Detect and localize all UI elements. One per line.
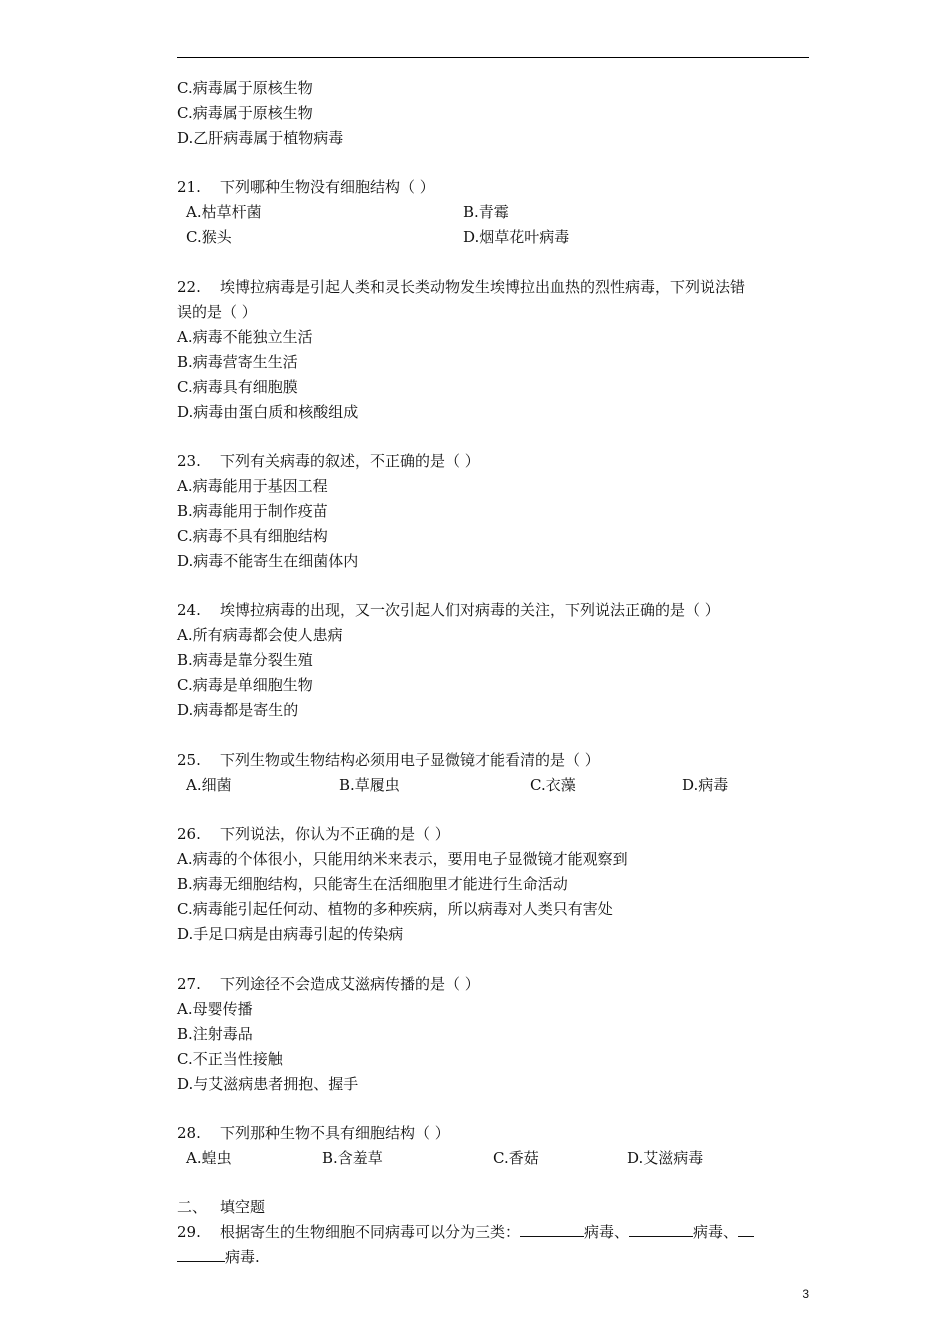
q25-option-d: D.病毒 [682, 776, 729, 794]
q22-stem-line [177, 277, 745, 297]
q23-option-a: A.病毒能用于基因工程 [177, 477, 328, 495]
q26-option-a: A.病毒的个体很小，只能用纳米来表示，要用电子显微镜才能观察到 [177, 850, 628, 868]
q24-option-c: C.病毒是单细胞生物 [177, 676, 313, 694]
q24-option-d: D.病毒都是寄生的 [177, 701, 299, 719]
q28-stem: 下列那种生物不具有细胞结构（ ） [220, 1124, 450, 1142]
q29-continuation [177, 1247, 260, 1267]
q28-option-b: B.含羞草 [322, 1149, 383, 1167]
q21-option-d: D.烟草花叶病毒 [463, 228, 570, 246]
q21-stem-line [177, 177, 435, 197]
q23-number: 23. [177, 452, 201, 470]
q29-blank-1[interactable] [520, 1222, 584, 1237]
q21-option-c: C.猴头 [186, 228, 232, 246]
q25-stem-line [177, 750, 600, 770]
q23-option-c: C.病毒不具有细胞结构 [177, 527, 328, 545]
q25-number: 25. [177, 751, 201, 769]
q28-option-c: C.香菇 [493, 1149, 539, 1167]
q26-stem-line [177, 824, 450, 844]
section-number: 二、 [177, 1198, 208, 1216]
q25-option-b: B.草履虫 [339, 776, 400, 794]
q29-blank-2[interactable] [629, 1222, 693, 1237]
q29-number: 29. [177, 1223, 201, 1241]
q29-part2: 病毒、 [693, 1223, 739, 1241]
q27-option-c: C.不正当性接触 [177, 1050, 283, 1068]
q22-option-d: D.病毒由蛋白质和核酸组成 [177, 403, 359, 421]
q26-stem: 下列说法，你认为不正确的是（ ） [220, 825, 450, 843]
q28-option-a: A.蝗虫 [186, 1149, 232, 1167]
q22-option-c: C.病毒具有细胞膜 [177, 378, 298, 396]
q22-option-a: A.病毒不能独立生活 [177, 328, 313, 346]
q23-stem: 下列有关病毒的叙述，不正确的是（ ） [220, 452, 480, 470]
q28-number: 28. [177, 1124, 201, 1142]
q20-option-c: C.病毒属于原核生物 [177, 104, 313, 122]
q26-option-c: C.病毒能引起任何动、植物的多种疾病，所以病毒对人类只有害处 [177, 900, 613, 918]
q24-option-b: B.病毒是靠分裂生殖 [177, 651, 313, 669]
q21-number: 21. [177, 178, 201, 196]
q22-option-b: B.病毒营寄生生活 [177, 353, 298, 371]
q27-stem: 下列途径不会造成艾滋病传播的是（ ） [220, 975, 480, 993]
q29-part1: 病毒、 [584, 1223, 630, 1241]
q20-option-b: C.病毒属于原核生物 [177, 79, 313, 97]
q25-option-c: C.衣藻 [530, 776, 576, 794]
page-number: 3 [802, 1287, 809, 1301]
q21-stem: 下列哪种生物没有细胞结构（ ） [220, 178, 435, 196]
q26-option-d: D.手足口病是由病毒引起的传染病 [177, 925, 404, 943]
q22-stem-part2: 误的是（ ） [177, 303, 257, 321]
q29-blank-3-start[interactable] [738, 1222, 754, 1237]
q27-option-d: D.与艾滋病患者拥抱、握手 [177, 1075, 359, 1093]
q27-stem-line [177, 974, 480, 994]
q28-stem-line [177, 1123, 450, 1143]
q26-number: 26. [177, 825, 201, 843]
q29-blank-3-end[interactable] [177, 1247, 225, 1262]
q25-option-a: A.细菌 [186, 776, 232, 794]
q21-option-a: A.枯草杆菌 [186, 203, 262, 221]
q29-stem-line [177, 1222, 754, 1242]
q23-stem-line [177, 451, 480, 471]
q22-stem-part1: 埃博拉病毒是引起人类和灵长类动物发生埃博拉出血热的烈性病毒，下列说法错 [220, 278, 746, 296]
q29-part3: 病毒. [225, 1248, 260, 1266]
header-rule [177, 57, 809, 58]
q24-stem-line [177, 600, 720, 620]
q22-number: 22. [177, 278, 201, 296]
q26-option-b: B.病毒无细胞结构，只能寄生在活细胞里才能进行生命活动 [177, 875, 568, 893]
q23-option-d: D.病毒不能寄生在细菌体内 [177, 552, 359, 570]
q28-option-d: D.艾滋病毒 [627, 1149, 704, 1167]
q27-number: 27. [177, 975, 201, 993]
q21-option-b: B.青霉 [463, 203, 509, 221]
q27-option-b: B.注射毒品 [177, 1025, 253, 1043]
section-heading [177, 1197, 265, 1217]
section-title: 填空题 [220, 1198, 266, 1216]
q27-option-a: A.母婴传播 [177, 1000, 253, 1018]
q29-stem-start: 根据寄生的生物细胞不同病毒可以分为三类： [220, 1223, 521, 1241]
q24-stem: 埃博拉病毒的出现，又一次引起人们对病毒的关注，下列说法正确的是（ ） [220, 601, 720, 619]
q24-option-a: A.所有病毒都会使人患病 [177, 626, 343, 644]
q25-stem: 下列生物或生物结构必须用电子显微镜才能看清的是（ ） [220, 751, 600, 769]
q24-number: 24. [177, 601, 201, 619]
q20-option-d: D.乙肝病毒属于植物病毒 [177, 129, 344, 147]
q23-option-b: B.病毒能用于制作疫苗 [177, 502, 328, 520]
